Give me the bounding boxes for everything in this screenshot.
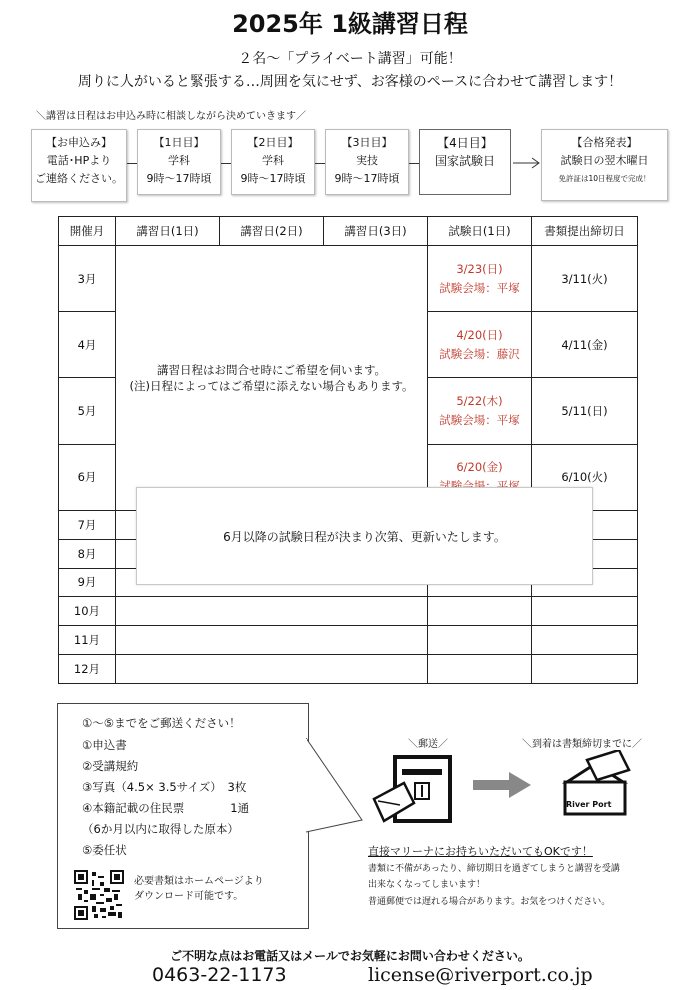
arrow-right-icon [512, 157, 542, 169]
exam-cell [428, 312, 532, 378]
table-header-row [59, 217, 638, 246]
header-deadline: 書類提出締切日 [532, 217, 638, 246]
header-exam: 試験日(1日) [428, 217, 532, 246]
lesson-cell [116, 626, 428, 655]
page-title: 2025年 1級講習日程 [232, 10, 468, 38]
step-line1: 実技 [356, 154, 378, 167]
exam-cell [428, 246, 532, 312]
step-title: 【1日目】 [153, 136, 205, 149]
direct-note-line1: 書類に不備があったり、締切期日を過ぎてしまうと講習を受講 [368, 864, 620, 874]
step-title: 【お申込み】 [46, 136, 112, 149]
arrival-label: ＼到着は書類締切までに／ [522, 739, 642, 750]
table-row [59, 626, 638, 655]
lesson-note-line2: (注)日程によってはご希望に添えない場合もあります。 [129, 378, 414, 393]
lesson-note-line1: 講習日程はお問合せ時にご希望を伺います。 [156, 362, 387, 377]
step-day3 [325, 129, 409, 195]
step-connector [409, 163, 419, 164]
step-connector [221, 163, 231, 164]
month-cell: 12月 [59, 655, 116, 684]
month-cell: 8月 [59, 539, 116, 568]
exam-cell [428, 378, 532, 444]
step-line2: 免許証は10日程度で完成！ [558, 174, 651, 183]
download-note-line1: 必要書類はホームページより [134, 876, 264, 887]
riverport-building-icon [555, 750, 635, 822]
direct-note-line2: 出来なくなってしまいます！ [368, 880, 486, 890]
step-connector [127, 163, 137, 164]
step-application [31, 129, 127, 202]
document-item: （6か月以内に取得した原本） [82, 822, 239, 836]
header-day1: 講習日(1日) [116, 217, 220, 246]
document-item: ①申込書 [82, 738, 127, 752]
schedule-table [58, 216, 638, 684]
step-title: 【4日目】 [437, 136, 493, 150]
exam-venue: 試験会場：平塚 [439, 280, 520, 295]
header-day2: 講習日(2日) [220, 217, 324, 246]
step-line2: 9時～17時頃 [146, 172, 212, 185]
deadline-cell [532, 597, 638, 626]
update-notice-text: 6月以降の試験日程が決まり次第、更新いたします。 [223, 529, 506, 544]
exam-cell [428, 655, 532, 684]
step-title: 【3日目】 [341, 136, 393, 149]
exam-date: 4/20(日) [456, 327, 503, 342]
step-line2: 9時～17時頃 [240, 172, 306, 185]
documents-heading: ①～⑤までをご郵送ください！ [82, 716, 241, 730]
step-line1: 試験日の翌木曜日 [560, 154, 649, 167]
exam-date: 3/23(日) [456, 261, 503, 276]
lesson-cell [116, 655, 428, 684]
deadline-cell [532, 626, 638, 655]
phone-number[interactable]: 0463-22-1173 [152, 964, 287, 986]
contact-question: ご不明な点はお電話又はメールでお気軽にお問い合わせください。 [170, 949, 530, 963]
document-item: ②受講規約 [82, 759, 139, 773]
month-cell: 3月 [59, 246, 116, 312]
arrow-right-icon [473, 772, 531, 798]
exam-venue: 試験会場：藤沢 [439, 346, 520, 361]
month-cell: 7月 [59, 510, 116, 539]
deadline-cell: 6/10(火) [532, 444, 638, 510]
exam-date: 6/20(金) [456, 460, 503, 475]
speech-bubble-tail [306, 738, 366, 838]
subtitle-pace: 周りに人がいると緊張する…周囲を気にせず、お客様のペースに合わせて講習します！ [77, 74, 623, 90]
document-item: ③写真（4.5× 3.5サイズ） 3枚 [82, 780, 247, 794]
step-line2: ご連絡ください。 [35, 172, 123, 185]
step-title: 【2日目】 [247, 136, 299, 149]
month-cell: 6月 [59, 444, 116, 510]
deadline-cell: 3/11(火) [532, 246, 638, 312]
step-line1: 国家試験日 [434, 154, 495, 168]
deadline-cell: 5/11(日) [532, 378, 638, 444]
download-note-line2: ダウンロード可能です。 [134, 891, 244, 902]
step-day1 [137, 129, 221, 195]
deadline-cell [532, 655, 638, 684]
step-title: 【合格発表】 [571, 136, 638, 149]
table-row [59, 246, 638, 312]
month-cell: 5月 [59, 378, 116, 444]
subtitle-private: ２名～「プライベート講習」可能！ [238, 51, 462, 67]
direct-note-line3: 普通郵便では遅れる場合があります。お気をつけください。 [368, 897, 611, 907]
step-line1: 学科 [168, 154, 190, 167]
step-connector [315, 163, 325, 164]
month-cell: 4月 [59, 312, 116, 378]
step-line2: 9時～17時頃 [334, 172, 400, 185]
lesson-schedule-note [116, 246, 428, 511]
exam-date: 5/22(木) [456, 394, 503, 408]
document-item: ⑤委任状 [82, 843, 127, 857]
step-line1: 電話･HPより [46, 154, 112, 167]
mail-label: ＼郵送／ [408, 739, 448, 750]
lesson-cell [116, 597, 428, 626]
deadline-cell: 4/11(金) [532, 312, 638, 378]
table-row [59, 655, 638, 684]
table-row [59, 597, 638, 626]
update-notice [136, 487, 593, 585]
step-result [541, 129, 668, 201]
month-cell: 9月 [59, 568, 116, 597]
document-item: ④本籍記載の住民票 1通 [82, 801, 250, 815]
steps-note: ＼講習は日程はお申込み時に相談しながら決めていきます／ [36, 111, 306, 122]
header-month: 開催月 [59, 217, 116, 246]
month-cell: 10月 [59, 597, 116, 626]
exam-cell [428, 626, 532, 655]
month-cell: 11月 [59, 626, 116, 655]
exam-cell [428, 597, 532, 626]
mailbox-icon [370, 755, 462, 825]
header-day3: 講習日(3日) [324, 217, 428, 246]
building-sign: River Port [566, 800, 612, 809]
qr-code-icon [74, 870, 124, 920]
direct-delivery-headline: 直接マリーナにお持ちいただいてもOKです！ [368, 845, 593, 858]
step-line1: 学科 [262, 154, 284, 167]
step-day4-exam [419, 129, 511, 195]
email-address[interactable]: license@riverport.co.jp [368, 964, 593, 986]
exam-venue: 試験会場：平塚 [439, 413, 520, 427]
step-day2 [231, 129, 315, 195]
